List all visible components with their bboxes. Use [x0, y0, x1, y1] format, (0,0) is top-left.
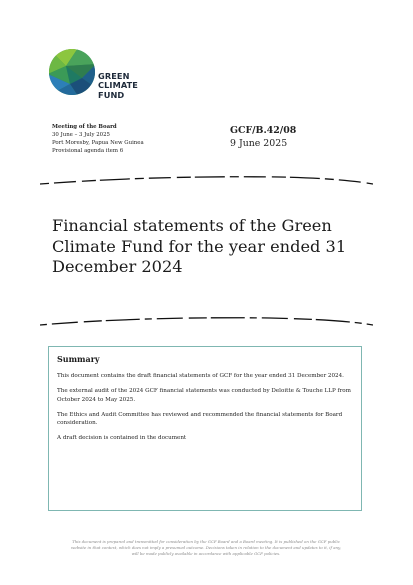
summary-paragraph: A draft decision is contained in the document — [57, 435, 187, 442]
bottom-divider — [40, 316, 373, 328]
footer-line: will be made publicly available in accordance with applicable GCF policies. — [131, 551, 281, 557]
logo-text-green: GREEN — [98, 71, 130, 81]
top-divider — [40, 176, 373, 188]
meeting-location: Port Moresby, Papua New Guinea — [52, 139, 144, 146]
meeting-title: Meeting of the Board — [52, 124, 117, 130]
summary-box — [48, 346, 362, 511]
document-title: Financial statements of the Green Climate Fund for the year ended 31 December 2024 — [52, 216, 347, 276]
document-code: GCF/B.42/08 — [230, 125, 297, 136]
logo-text-fund: FUND — [98, 89, 125, 100]
globe-logo-icon — [48, 48, 96, 96]
document-reference — [230, 124, 296, 151]
meeting-info — [52, 124, 144, 156]
meeting-agenda: Provisional agenda item 6 — [52, 147, 124, 154]
meeting-dates: 30 June – 3 July 2025 — [52, 131, 110, 138]
summary-paragraph: This document contains the draft financial statements of GCF for the year ended 31 December 2024. — [57, 373, 344, 379]
summary-paragraph: The external audit of the 2024 GCF financial statements was conducted by Deloitte & Touche LLP from October 2024 to May 2025. — [57, 388, 351, 403]
summary-paragraph: The Ethics and Audit Committee has reviewed and recommended the financial statements for Board consideration. — [57, 411, 343, 427]
document-date: 9 June 2025 — [230, 138, 288, 149]
footer-disclaimer — [56, 539, 356, 558]
gcf-logo — [48, 48, 148, 104]
summary-heading: Summary — [57, 354, 100, 364]
logo-text-climate: CLIMATE — [98, 80, 138, 91]
footer-line: website in that context, which does not imply a presumed outcome. Decisions taken in relation to the document and updates to it, if any, — [71, 545, 341, 551]
footer-line: This document is prepared and transmitted for consideration by the GCF Board and a Board meeting. It is published on the GCF public — [72, 539, 340, 544]
